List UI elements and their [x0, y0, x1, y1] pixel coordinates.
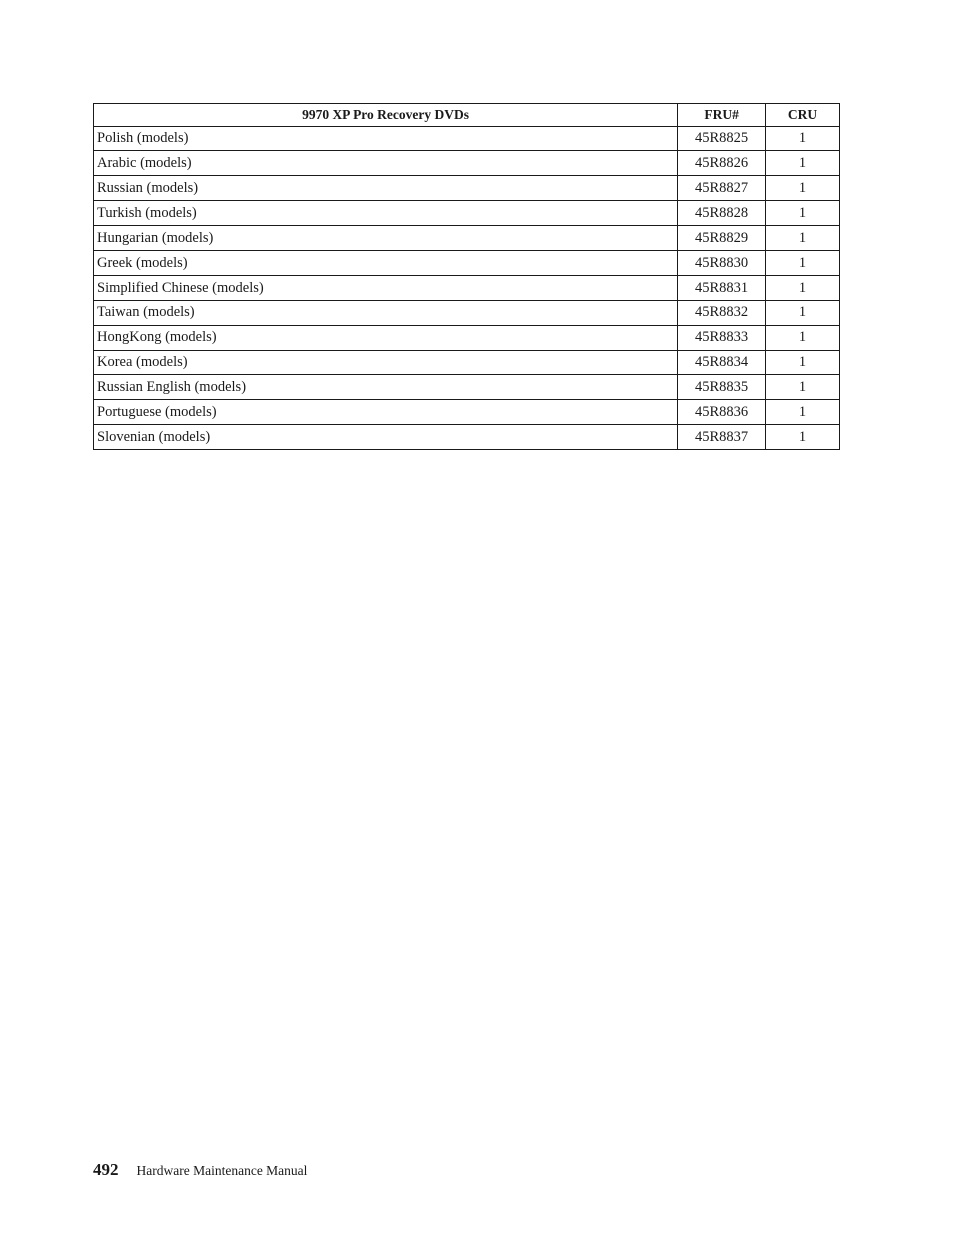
- row-fru: 45R8829: [678, 226, 766, 251]
- table-row: [94, 375, 840, 400]
- row-description: Turkish (models): [94, 201, 678, 226]
- row-fru: 45R8836: [678, 400, 766, 425]
- row-cru: 1: [766, 425, 840, 450]
- table-row: [94, 325, 840, 350]
- row-description: Slovenian (models): [94, 425, 678, 450]
- header-cru: CRU: [766, 104, 840, 127]
- row-fru: 45R8830: [678, 250, 766, 275]
- table-row: [94, 250, 840, 275]
- row-cru: 1: [766, 325, 840, 350]
- recovery-dvd-parts-table: [93, 103, 840, 450]
- row-fru: 45R8835: [678, 375, 766, 400]
- row-description: Greek (models): [94, 250, 678, 275]
- table-row: [94, 275, 840, 300]
- row-fru: 45R8837: [678, 425, 766, 450]
- row-cru: 1: [766, 300, 840, 325]
- row-cru: 1: [766, 176, 840, 201]
- table-row: [94, 151, 840, 176]
- row-description: Portuguese (models): [94, 400, 678, 425]
- table-row: [94, 425, 840, 450]
- table-row: [94, 400, 840, 425]
- table-row: [94, 176, 840, 201]
- table-row: [94, 300, 840, 325]
- table-body: [94, 126, 840, 450]
- manual-title: Hardware Maintenance Manual: [136, 1163, 308, 1178]
- row-description: Simplified Chinese (models): [94, 275, 678, 300]
- table-header-row: [94, 104, 840, 127]
- row-cru: 1: [766, 350, 840, 375]
- row-fru: 45R8826: [678, 151, 766, 176]
- row-fru: 45R8834: [678, 350, 766, 375]
- row-cru: 1: [766, 201, 840, 226]
- row-fru: 45R8828: [678, 201, 766, 226]
- row-cru: 1: [766, 250, 840, 275]
- row-fru: 45R8831: [678, 275, 766, 300]
- table-row: [94, 226, 840, 251]
- table-row: [94, 350, 840, 375]
- row-description: HongKong (models): [94, 325, 678, 350]
- row-description: Polish (models): [94, 126, 678, 151]
- row-fru: 45R8827: [678, 176, 766, 201]
- page-number: 492: [93, 1160, 119, 1179]
- row-cru: 1: [766, 126, 840, 151]
- row-cru: 1: [766, 226, 840, 251]
- row-cru: 1: [766, 275, 840, 300]
- row-cru: 1: [766, 375, 840, 400]
- row-fru: 45R8832: [678, 300, 766, 325]
- page-footer: [93, 1160, 307, 1180]
- table-row: [94, 201, 840, 226]
- row-fru: 45R8825: [678, 126, 766, 151]
- row-cru: 1: [766, 151, 840, 176]
- row-description: Arabic (models): [94, 151, 678, 176]
- row-cru: 1: [766, 400, 840, 425]
- row-description: Russian English (models): [94, 375, 678, 400]
- row-description: Hungarian (models): [94, 226, 678, 251]
- row-description: Taiwan (models): [94, 300, 678, 325]
- row-description: Korea (models): [94, 350, 678, 375]
- table-row: [94, 126, 840, 151]
- header-fru: FRU#: [678, 104, 766, 127]
- header-description: 9970 XP Pro Recovery DVDs: [94, 104, 678, 127]
- row-fru: 45R8833: [678, 325, 766, 350]
- row-description: Russian (models): [94, 176, 678, 201]
